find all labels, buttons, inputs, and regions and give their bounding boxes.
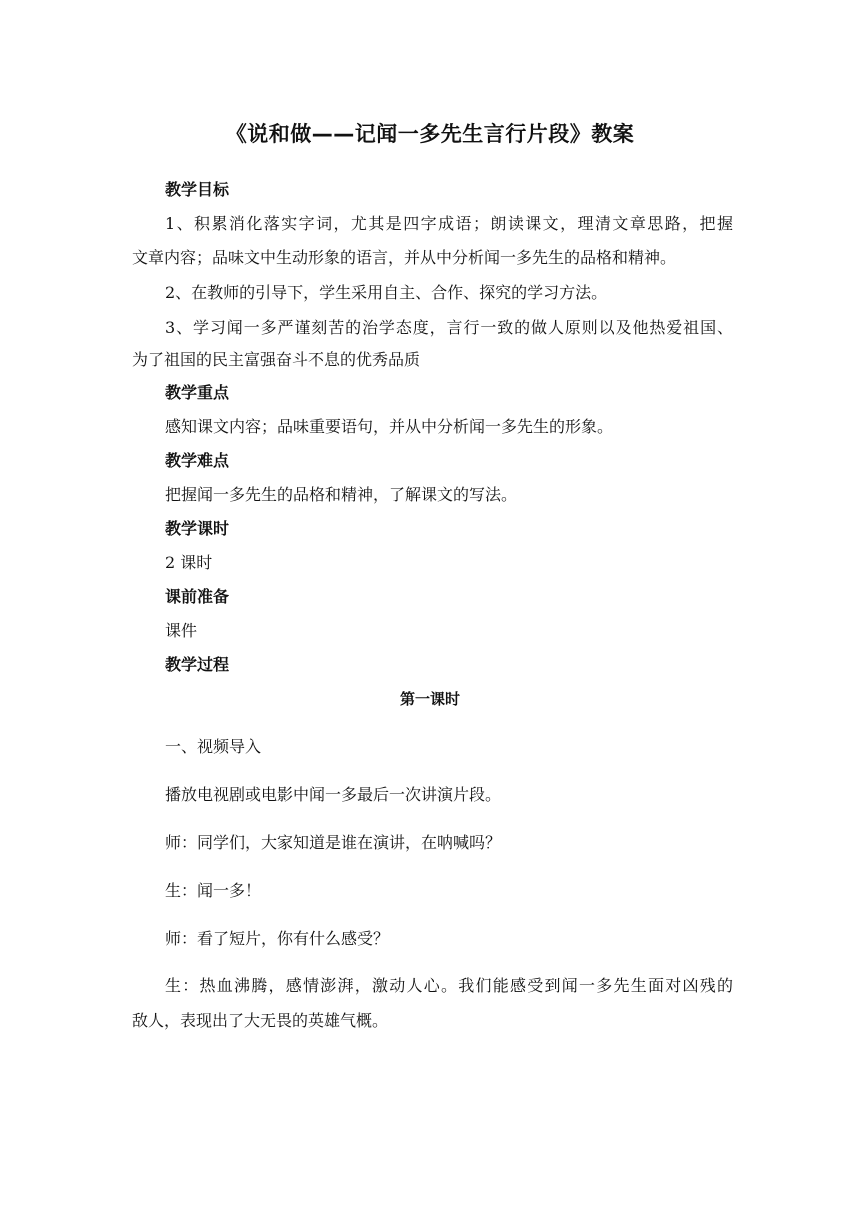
key-points-heading: 教学重点 <box>165 383 230 402</box>
process-paragraph-4: 师：看了短片，你有什么感受？ <box>165 929 390 948</box>
preparation-text: 课件 <box>165 621 198 640</box>
process-heading: 教学过程 <box>165 655 230 674</box>
hours-heading: 教学课时 <box>165 519 230 538</box>
process-paragraph-3: 生：闻一多！ <box>165 881 262 900</box>
preparation-heading: 课前准备 <box>165 587 230 606</box>
difficulties-heading: 教学难点 <box>165 451 230 470</box>
objective-1-line-1: 1、积累消化落实字词，尤其是四字成语；朗读课文，理清文章思路，把握 <box>165 214 733 233</box>
objective-3-line-2: 为了祖国的民主富强奋斗不息的优秀品质 <box>132 350 421 369</box>
difficulties-text: 把握闻一多先生的品格和精神，了解课文的写法。 <box>165 485 518 504</box>
section-title: 第一课时 <box>399 690 460 708</box>
key-points-text: 感知课文内容；品味重要语句，并从中分析闻一多先生的形象。 <box>165 417 614 436</box>
process-paragraph-2: 师：同学们，大家知道是谁在演讲，在呐喊吗？ <box>165 833 502 852</box>
objective-2: 2、在教师的引导下，学生采用自主、合作、探究的学习方法。 <box>165 283 608 302</box>
objective-1-line-2: 文章内容；品味文中生动形象的语言，并从中分析闻一多先生的品格和精神。 <box>132 248 677 267</box>
process-paragraph-1: 播放电视剧或电影中闻一多最后一次讲演片段。 <box>165 785 502 804</box>
process-paragraph-5-line-2: 敌人，表现出了大无畏的英雄气概。 <box>132 1011 389 1030</box>
objective-3-line-1: 3、学习闻一多严谨刻苦的治学态度，言行一致的做人原则以及他热爱祖国、 <box>165 318 733 337</box>
step-1-heading: 一、视频导入 <box>165 737 262 756</box>
process-paragraph-5-line-1: 生：热血沸腾，感情澎湃，激动人心。我们能感受到闻一多先生面对凶残的 <box>165 976 733 995</box>
hours-text: 2 课时 <box>165 553 213 572</box>
objectives-heading: 教学目标 <box>165 180 230 199</box>
page-title: 《说和做——记闻一多先生言行片段》教案 <box>225 122 635 146</box>
